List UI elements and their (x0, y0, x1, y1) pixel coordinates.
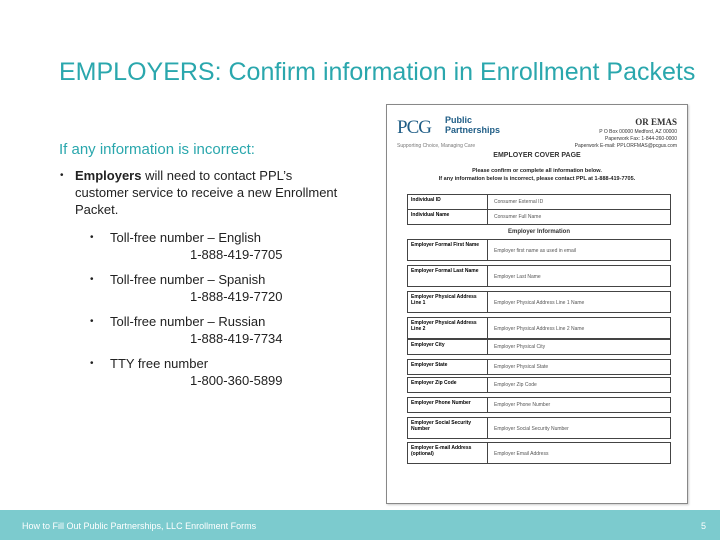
phone-number: 1-888-419-7705 (190, 247, 283, 262)
row-value: Employer Social Security Number (494, 426, 569, 432)
row-label: Employer E-mail Address (optional) (408, 443, 488, 463)
form-row (407, 317, 671, 339)
form-row (407, 209, 671, 225)
form-row (407, 442, 671, 464)
phone-item (59, 355, 339, 389)
form-row (407, 291, 671, 313)
row-label: Employer Physical Address Line 1 (408, 292, 488, 312)
row-value: Employer Last Name (494, 274, 541, 280)
phone-label: TTY free number (110, 356, 209, 371)
row-value: Employer Physical Address Line 1 Name (494, 300, 585, 306)
row-value: Employer Phone Number (494, 402, 551, 408)
form-row (407, 265, 671, 287)
bullet-bold: Employers (75, 168, 142, 183)
row-label: Employer State (408, 360, 488, 374)
footer-text: How to Fill Out Public Partnerships, LLC Enrollment Forms (22, 521, 257, 531)
row-label: Employer Social Security Number (408, 418, 488, 438)
bullet-icon: • (90, 316, 94, 327)
row-value: Employer Email Address (494, 451, 549, 457)
form-row (407, 239, 671, 261)
row-label: Employer Phone Number (408, 398, 488, 412)
doc-email: Paperwork E-mail: PPLORFMAS@pcgus.com (574, 143, 677, 149)
bullet-icon: • (60, 170, 64, 181)
section-title: Employer Information (507, 229, 570, 235)
bullet-icon: • (90, 274, 94, 285)
row-label: Employer Zip Code (408, 378, 488, 392)
phone-label: Toll-free number – Russian (110, 314, 266, 329)
phone-label: Toll-free number – Spanish (110, 272, 266, 287)
bullet-icon: • (90, 232, 94, 243)
row-label: Employer Formal First Name (408, 240, 488, 260)
phone-item (59, 271, 339, 305)
subheading: If any information is incorrect: (59, 141, 255, 158)
cover-title: EMPLOYER COVER PAGE (493, 152, 581, 159)
slide-title: EMPLOYERS: Confirm information in Enrollment Packets (59, 58, 696, 86)
logo-tagline: Supporting Choice, Managing Care (397, 143, 476, 149)
row-value: Employer Zip Code (494, 382, 537, 388)
form-row (407, 417, 671, 439)
logo-text: Public Partnerships (445, 115, 501, 135)
form-row (407, 359, 671, 375)
phone-item (59, 229, 339, 263)
page-number: 5 (700, 521, 706, 531)
row-label: Employer Physical Address Line 2 (408, 318, 488, 338)
bullet-employers (59, 167, 339, 218)
phone-label: Toll-free number – English (110, 230, 262, 245)
doc-address: P O Box 00000 Medford, AZ 00000 (599, 129, 677, 135)
form-row (407, 194, 671, 210)
logo-mark: PCG (397, 117, 431, 138)
row-value: Employer Physical City (494, 344, 546, 350)
form-row (407, 339, 671, 355)
bullet-text: will need to contact PPL’s customer service to receive a new Enrollment Packet. (75, 168, 338, 217)
confirm-line-1: Please confirm or complete all information below. (472, 168, 602, 174)
phone-number: 1-888-419-7734 (190, 331, 283, 346)
row-label: Individual ID (408, 195, 488, 209)
row-value: Consumer External ID (494, 199, 544, 205)
bullet-icon: • (90, 358, 94, 369)
row-value: Consumer Full Name (494, 214, 542, 220)
phone-number: 1-800-360-5899 (190, 373, 283, 388)
employer-cover-page-image (386, 104, 688, 504)
row-label: Employer City (408, 340, 488, 354)
phone-number: 1-888-419-7720 (190, 289, 283, 304)
form-row (407, 397, 671, 413)
phone-item (59, 313, 339, 347)
doc-fax: Paperwork Fax: 1-844-260-0000 (605, 136, 677, 142)
bullet-list (59, 167, 339, 389)
confirm-text (387, 167, 687, 183)
row-label: Employer Formal Last Name (408, 266, 488, 286)
row-value: Employer Physical Address Line 2 Name (494, 326, 585, 332)
form-row (407, 377, 671, 393)
form-code: OR EMAS (635, 117, 677, 127)
row-value: Employer Physical State (494, 364, 549, 370)
confirm-line-2: If any information below is incorrect, please contact PPL at 1-888-419-7705. (438, 176, 636, 182)
footer-bar (0, 510, 720, 540)
row-label: Individual Name (408, 210, 488, 224)
row-value: Employer first name as used in email (494, 248, 576, 254)
